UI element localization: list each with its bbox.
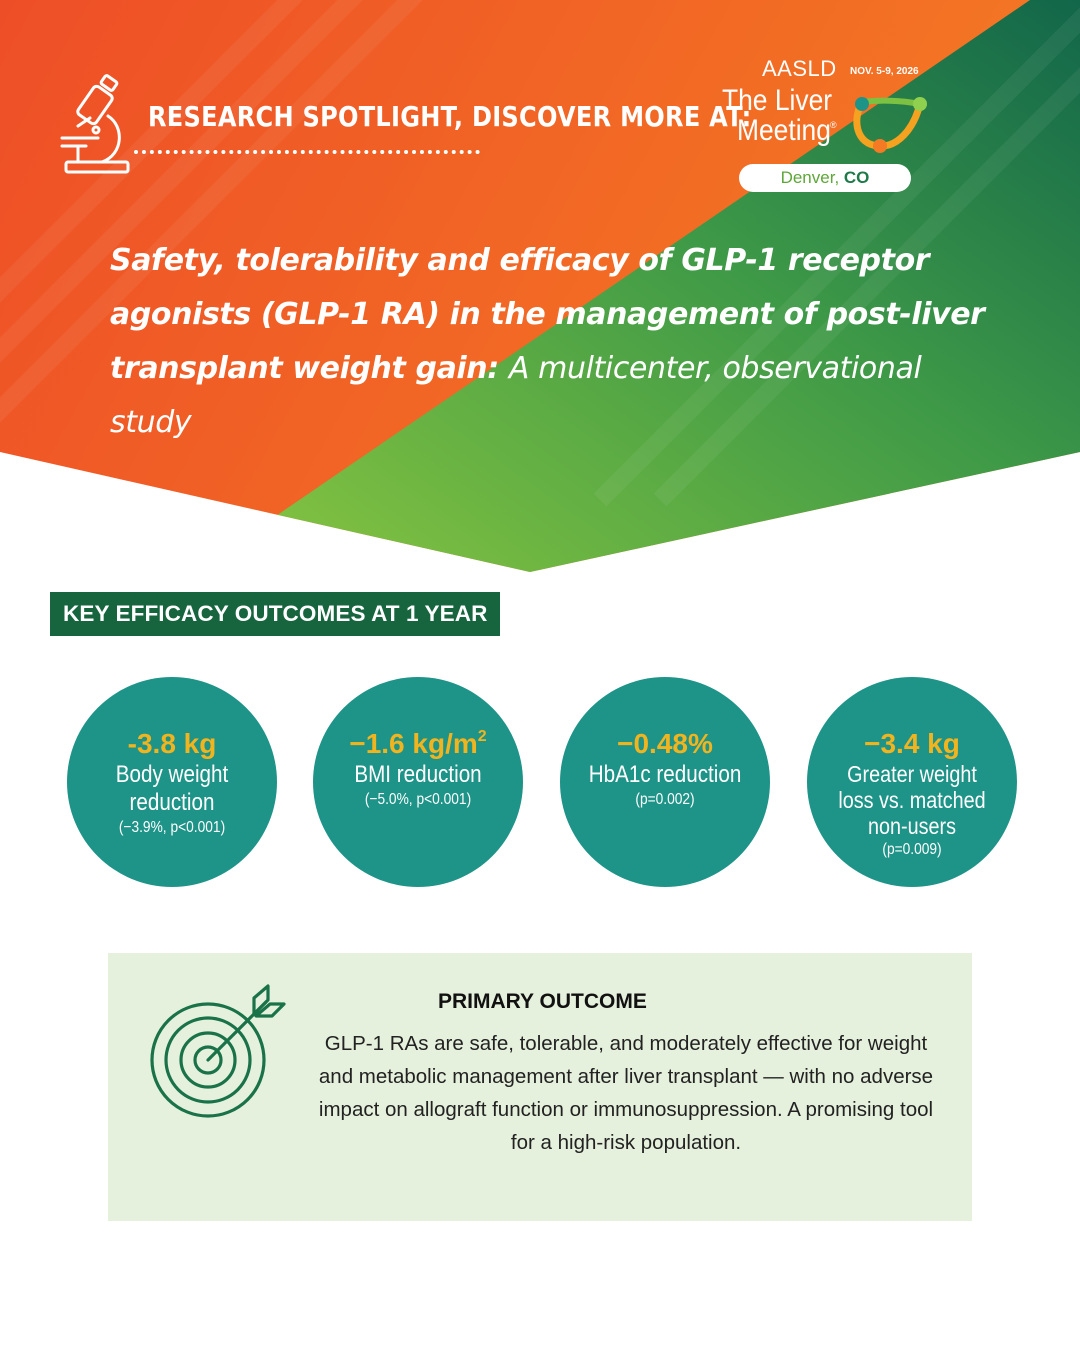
logo-date: NOV. 5-9, 2026 [850, 66, 919, 77]
logo-name-line2: Meeting [737, 114, 831, 147]
stat-value-superscript: 2 [477, 728, 487, 745]
target-arrow-icon [150, 984, 288, 1122]
stat-label: Body weight reduction [115, 761, 229, 816]
stat-note: (p=0.002) [635, 791, 695, 808]
stat-circle-bmi [313, 677, 523, 887]
stat-note: (−3.9%, p<0.001) [118, 819, 226, 836]
stat-label: BMI reduction [354, 761, 482, 788]
research-spotlight-label: RESEARCH SPOTLIGHT, DISCOVER MORE AT: [148, 100, 752, 133]
location-city: Denver, [780, 168, 840, 187]
primary-outcome-heading: PRIMARY OUTCOME [438, 990, 647, 1013]
stat-label: HbA1c reduction [588, 761, 742, 788]
microscope-icon [58, 74, 138, 180]
location-pill [739, 164, 911, 192]
stat-circle-matched-non-users [807, 677, 1017, 887]
logo-mark-icon [848, 94, 932, 154]
stat-note: (p=0.009) [882, 841, 942, 858]
liver-meeting-logo [720, 56, 935, 196]
header [0, 0, 1080, 580]
stat-circle-hba1c [560, 677, 770, 887]
primary-outcome-body: GLP-1 RAs are safe, tolerable, and moderately effective for weight and metabolic management after liver transplant — with no adverse impact on allograft function or immunosuppression. A promising tool for a high-risk population. [318, 1032, 934, 1154]
stat-value: −3.4 kg [864, 728, 960, 759]
stat-circle-body-weight [67, 677, 277, 887]
location-state: CO [843, 168, 870, 187]
study-title-bold: Safety, tolerability and efficacy of GLP-1 receptor agonists (GLP-1 RA) in the management of post-liver transplant weight gain: [110, 243, 985, 386]
stat-value: -3.8 kg [127, 728, 217, 759]
stat-note: (−5.0%, p<0.001) [364, 791, 472, 808]
dotted-divider [134, 150, 480, 154]
stat-value-text: −1.6 kg/m [349, 728, 478, 759]
stat-value: −0.48% [617, 728, 713, 759]
key-outcomes-label: KEY EFFICACY OUTCOMES AT 1 YEAR [50, 592, 500, 636]
logo-name-line1: The Liver [722, 84, 833, 117]
study-title-light: A multicenter, observational study [110, 351, 922, 440]
study-title [110, 234, 990, 450]
stat-label: Greater weight loss vs. matched non-users [838, 761, 986, 839]
logo-registered-mark: ® [830, 120, 837, 130]
logo-org: AASLD [762, 56, 837, 81]
stat-value [313, 727, 523, 761]
